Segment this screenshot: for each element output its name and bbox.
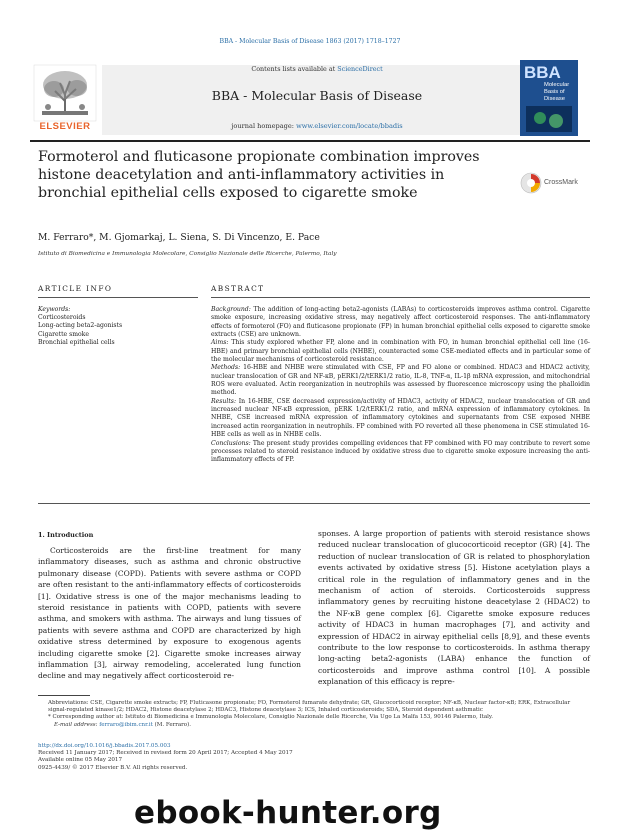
header-divider: [30, 140, 590, 142]
homepage-prefix: journal homepage:: [231, 122, 295, 130]
homepage-link[interactable]: www.elsevier.com/locate/bbadis: [296, 122, 403, 130]
journal-cover: [520, 60, 578, 136]
cover-subtitle-line: Basis of: [544, 89, 565, 95]
abstract-label: Conclusions:: [211, 439, 251, 447]
keyword: Corticosteroids: [38, 314, 86, 321]
abstract-body: [211, 306, 590, 465]
abstract-label: Background:: [211, 306, 251, 313]
crossmark-label: CrossMark: [544, 179, 578, 186]
intro-column-right: [318, 528, 590, 688]
abstract-rule: [211, 297, 590, 298]
abstract-label: Methods:: [211, 364, 241, 372]
article-title: Formoterol and fluticasone propionate combination improves histone deacetylation and anti-inflammatory activities in bronchial epithelial cells exposed to cigarette smoke: [38, 149, 480, 201]
keyword: Cigarette smoke: [38, 330, 89, 338]
abstract-text: 16-HBE and NHBE were stimulated with CSE, FP and FO alone or combined. HDAC3 and HDAC2 activity, nuclear translocation of GR and NF-κB, pERK1/2/tERK1/2 ratio, IL-8, TNF-α, IL-1β mRNA expression, and mitochondrial ROS were evaluated. Actin reorganization in neutrophils was assessed by fluorescence microscopy using the phalloidin method.: [211, 364, 590, 397]
email-line: [38, 722, 590, 729]
received-dates: Received 11 January 2017; Received in revised form 20 April 2017; Accepted 4 May 2017: [38, 750, 293, 757]
cover-title: BBA: [524, 63, 561, 82]
copyright: 0925-4439/ © 2017 Elsevier B.V. All rights reserved.: [38, 764, 188, 771]
cover-image: [526, 106, 572, 132]
publisher-name: ELSEVIER: [39, 121, 91, 132]
publication-info: [38, 743, 293, 772]
intro-paragraph: sponses. A large proportion of patients with steroid resistance shows reduced nuclear translocation of glucocorticoid receptor (GR) [4]. The reduction of nuclear translocation of GR is related to phosphorylation events activated by oxidative stress [5]. Histone acetylation plays a critical role in the regulation of inflammatory genes and in the mechanism of action of steroids. Corticosteroids suppress inflammatory genes by recruiting histone deacetylase 2 (HDAC2) to the NF-κB gene complex [6]. Cigarette smoke exposure reduces activity of HDAC3 in human macrophages [7], and activity and expression of HDAC2 in airway epithelial cells [8,9], and these events contribute to the low response to corticosteroids. In asthma therapy long-acting beta2-agonists (LABA) enhance the function of corticosteroids and improve asthma control [10]. A possible explanation of this efficacy is repre-: [318, 529, 590, 687]
corresponding-note: * Corresponding author at: Istituto di Biomedicina e Immunologia Molecolare, Consiglio Nazionale delle Ricerche, Via Ugo La Malfa 153, 90146 Palermo, Italy.: [48, 714, 493, 721]
available-online: Available online 05 May 2017: [38, 757, 123, 764]
homepage-line: [102, 122, 532, 130]
affiliation: Istituto di Biomedicina e Immunologia Molecolare, Consiglio Nazionale delle Ricerche, Palermo, Italy: [38, 251, 337, 257]
introduction-heading: 1. Introduction: [38, 531, 94, 539]
doi-link[interactable]: http://dx.doi.org/10.1016/j.bbadis.2017.05.003: [38, 743, 171, 749]
keyword: Bronchial epithelial cells: [38, 338, 115, 346]
abstract-text: This study explored whether FP, alone and in combination with FO, in human bronchial epithelial cell line (16-HBE) and primary bronchial epithelial cells (NHBE), counteracted some CSE-mediated effects and in particular some of the molecular mechanisms of corticosteroid resistance.: [211, 339, 590, 364]
abstract-paragraph: [211, 398, 590, 440]
abstract-paragraph: [211, 306, 590, 339]
article-info-heading: ARTICLE INFO: [38, 284, 113, 293]
abstract-paragraph: [211, 339, 590, 364]
email-suffix: (M. Ferraro).: [154, 721, 192, 728]
cover-subtitle: [544, 82, 569, 103]
crossmark-icon: [520, 172, 542, 194]
abstract-paragraph: [211, 364, 590, 397]
article-info-rule: [38, 297, 198, 298]
footnotes: [38, 700, 590, 729]
intro-column-left: [38, 545, 301, 682]
abstract-label: Results:: [211, 397, 237, 405]
abstract-label: Aims:: [211, 339, 229, 347]
intro-paragraph: Corticosteroids are the first-line treatment for many inflammatory diseases, such as asthma and chronic obstructive pulmonary disease (COPD). Patients with severe asthma or COPD are often resistant to the anti-inflammatory effects of corticosteroids [1]. Oxidative stress is one of the major mechanisms leading to steroid resistance in patients with COPD, patients with severe asthma, and smokers with asthma. The airways and lung tissues of patients with severe asthma and COPD are characterized by high oxidative stress determined by exposure to exogenous agents including cigarette smoke [2]. Cigarette smoke increases airway inflammation [3], airway remodeling, accelerated lung function decline and may negatively affect corticosteroid re-: [38, 546, 301, 681]
abstract-text: In 16-HBE, CSE decreased expression/activity of HDAC3, activity of HDAC2, nuclear translocation of GR and increased nuclear NF-κB expression, pERK 1/2/tERK1/2 ratio, and mRNA expression of inflammatory cytokines. In NHBE, CSE increased mRNA expression of inflammatory cytokines and supernatants from CSE exposed NHBE increased actin reorganization in neutrophils. FP combined with FO reverted all these phenomena in CSE stimulated 16-HBE cells as well as in NHBE cells.: [211, 397, 590, 439]
email-label: E-mail address:: [54, 721, 98, 728]
author-list: M. Ferraro*, M. Gjomarkaj, L. Siena, S. Di Vincenzo, E. Pace: [38, 232, 320, 243]
email-link[interactable]: ferraro@ibim.cnr.it: [99, 721, 153, 728]
contents-line: [102, 65, 532, 73]
abbreviations-note: Abbreviations: CSE, Cigarette smoke extracts; FP, Fluticasone propionate; FO, Formoterol fumarate dehydrate; GR, Glucocorticoid receptor; NF-κB, Nuclear factor-κB; ERK, Extracellular signal-regulated kinase1/2; HDAC2, Histone deacetylase 2; HDAC3, Histone deacetylase 3; ICS, Inhaled corticosteroids; SDA, Steroid dependent asthmatic: [48, 700, 571, 714]
crossmark-badge[interactable]: [520, 172, 590, 196]
abstract-paragraph: [211, 440, 590, 465]
keywords-label: Keywords:: [38, 306, 71, 313]
sciencedirect-link[interactable]: ScienceDirect: [337, 65, 383, 73]
contents-prefix: Contents lists available at: [251, 65, 336, 73]
abstract-text: The addition of long-acting beta2-agonists (LABAs) to corticosteroids improves asthma control. Cigarette smoke exposure, increasing oxidative stress, may negatively affect corticosteroid responses. The anti-inflammatory effects of formoterol (FO) and fluticasone propionate (FP) in human bronchial epithelial cells exposed to cigarette smoke extracts (CSE) are unknown.: [211, 306, 590, 339]
journal-citation[interactable]: BBA - Molecular Basis of Disease 1863 (2017) 1718–1727: [219, 38, 401, 45]
journal-name: BBA - Molecular Basis of Disease: [211, 88, 423, 103]
journal-header: [30, 58, 590, 138]
abstract-end-rule: [38, 503, 590, 504]
cover-subtitle-line: Molecular: [544, 82, 570, 88]
footnote-rule: [38, 695, 90, 696]
watermark-text: ebook-hunter.org: [134, 795, 442, 831]
keyword-list: [38, 314, 122, 347]
abstract-heading: ABSTRACT: [211, 284, 265, 293]
cover-subtitle-line: Disease: [544, 96, 565, 102]
abstract-text: The present study provides compelling evidences that FP combined with FO may contribute to revert some processes related to steroid resistance induced by oxidative stress due to cigarette smoke exposure increasing the anti-inflammatory effects of FP.: [211, 439, 591, 464]
keyword: Long-acting beta2-agonists: [38, 322, 123, 330]
